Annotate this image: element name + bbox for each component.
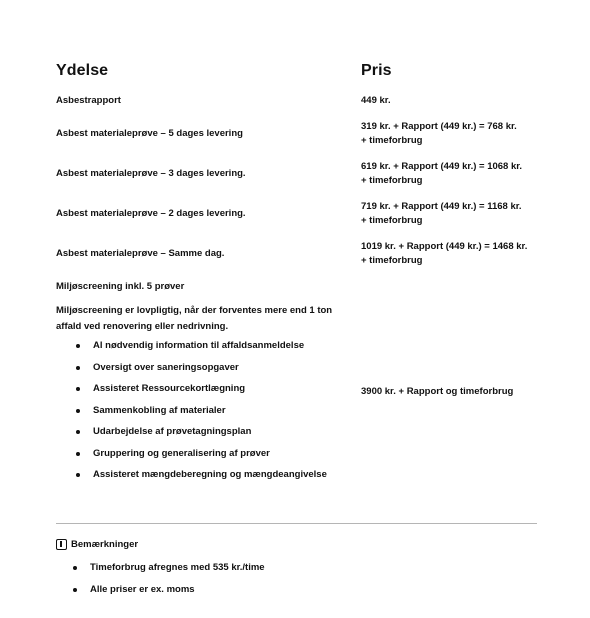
list-item: Timeforbrug afregnes med 535 kr./time (73, 561, 373, 583)
price-2-day-line1: 719 kr. + Rapport (449 kr.) = 1168 kr. (361, 201, 522, 212)
screening-description-line1: Miljøscreening er lovpligtig, når der forventes mere end 1 ton (56, 305, 333, 316)
price-same-day-line1: 1019 kr. + Rapport (449 kr.) = 1468 kr. (361, 241, 528, 252)
bullet-icon (76, 452, 80, 456)
price-3-day-line2: + timeforbrug (361, 175, 423, 186)
service-2-day: Asbest materialeprøve – 2 dages levering. (56, 208, 246, 219)
price-2-day (361, 200, 522, 228)
service-5-day: Asbest materialeprøve – 5 dages levering (56, 128, 243, 139)
screening-list (76, 339, 356, 490)
bullet-icon (76, 366, 80, 370)
bullet-icon (76, 409, 80, 413)
service-asbestrapport: Asbestrapport (56, 95, 121, 106)
screening-title: Miljøscreening inkl. 5 prøver (56, 281, 185, 292)
info-icon (56, 539, 67, 550)
list-item: Assisteret Ressourcekortlægning (76, 382, 356, 404)
price-same-day-line2: + timeforbrug (361, 255, 423, 266)
screening-price: 3900 kr. + Rapport og timeforbrug (361, 386, 514, 397)
price-asbestrapport: 449 kr. (361, 95, 391, 106)
section-divider (56, 523, 537, 524)
remarks-list (73, 561, 373, 605)
price-3-day (361, 160, 522, 188)
service-3-day: Asbest materialeprøve – 3 dages levering. (56, 168, 246, 179)
list-item: Udarbejdelse af prøvetagningsplan (76, 425, 356, 447)
bullet-icon (76, 473, 80, 477)
bullet-icon (73, 566, 77, 570)
price-column-header: Pris (361, 62, 392, 79)
service-same-day: Asbest materialeprøve – Samme dag. (56, 248, 225, 259)
bullet-icon (76, 387, 80, 391)
bullet-icon (76, 430, 80, 434)
list-item: Oversigt over saneringsopgaver (76, 361, 356, 383)
price-same-day (361, 240, 527, 268)
service-column-header: Ydelse (56, 62, 109, 79)
list-item: Sammenkobling af materialer (76, 404, 356, 426)
screening-description (56, 303, 332, 335)
screening-description-line2: affald ved renovering eller nedrivning. (56, 321, 229, 332)
bullet-icon (73, 588, 77, 592)
price-5-day-line2: + timeforbrug (361, 135, 423, 146)
price-3-day-line1: 619 kr. + Rapport (449 kr.) = 1068 kr. (361, 161, 523, 172)
price-2-day-line2: + timeforbrug (361, 215, 423, 226)
bullet-icon (76, 344, 80, 348)
price-5-day (361, 120, 517, 148)
list-item: Alle priser er ex. moms (73, 583, 373, 605)
remarks-title: Bemærkninger (71, 539, 139, 550)
list-item: Al nødvendig information til affaldsanmeldelse (76, 339, 356, 361)
list-item: Assisteret mængdeberegning og mængdeangivelse (76, 468, 356, 490)
price-5-day-line1: 319 kr. + Rapport (449 kr.) = 768 kr. (361, 121, 517, 132)
list-item: Gruppering og generalisering af prøver (76, 447, 356, 469)
